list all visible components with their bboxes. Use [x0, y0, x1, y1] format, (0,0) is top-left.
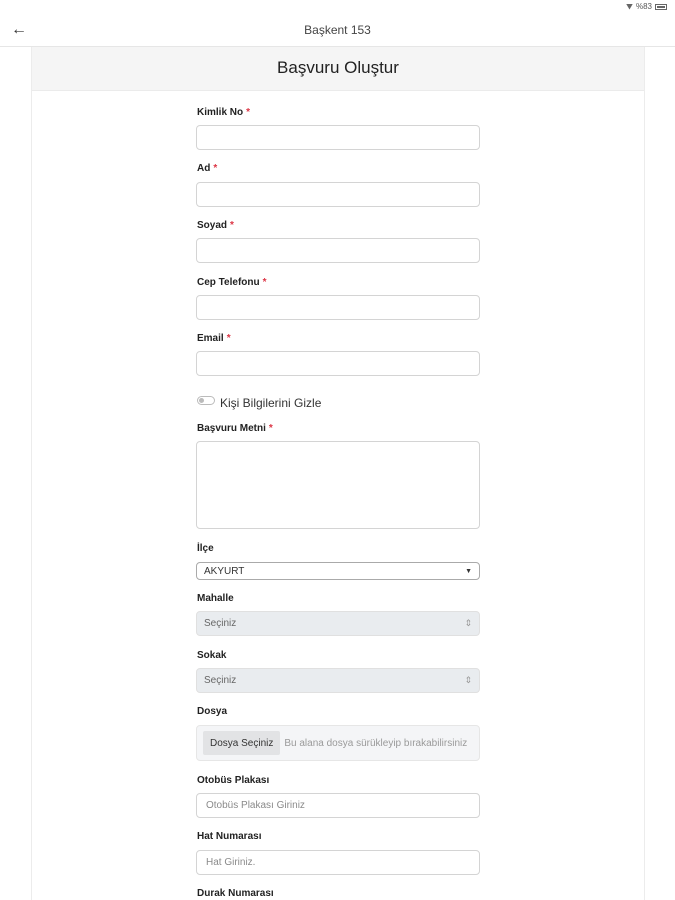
required-mark: * [246, 107, 251, 118]
mahalle-select[interactable] [196, 611, 480, 636]
battery-percentage: %83 [635, 2, 652, 11]
caret-down-icon: ▼ [465, 567, 472, 575]
sokak-selected-value: Seçiniz [204, 675, 237, 686]
arrow-left-icon: ← [11, 21, 27, 38]
status-bar [0, 0, 675, 14]
mahalle-label: Mahalle [197, 593, 234, 604]
app-bar [0, 14, 675, 47]
required-mark: * [230, 220, 234, 231]
ad-label: Ad * [197, 163, 218, 174]
email-input[interactable] [196, 351, 480, 376]
hide-info-toggle[interactable] [197, 396, 215, 405]
cep-telefonu-label: Cep Telefonu * [197, 277, 267, 288]
status-icons [626, 2, 667, 11]
hat-numarasi-label: Hat Numarası [197, 831, 262, 842]
wifi-icon [626, 4, 633, 10]
email-label: Email * [197, 333, 231, 344]
toggle-knob [199, 398, 204, 403]
soyad-input[interactable] [196, 238, 480, 263]
ilce-select[interactable] [196, 562, 480, 580]
form-title: Başvuru Oluştur [277, 58, 399, 77]
otobus-plakasi-label: Otobüs Plakası [197, 775, 270, 786]
hide-info-label: Kişi Bilgilerini Gizle [220, 396, 322, 410]
otobus-plakasi-input[interactable] [196, 793, 480, 818]
battery-icon [655, 4, 667, 10]
soyad-label: Soyad * [197, 220, 234, 231]
ilce-selected-value: AKYURT [204, 565, 245, 577]
required-mark: * [262, 277, 267, 288]
form-header [32, 47, 644, 91]
required-mark: * [213, 163, 218, 174]
updown-chevron-icon: ⇕ [464, 675, 472, 685]
kimlik-no-label: Kimlik No * [197, 107, 251, 118]
app-title: Başkent 153 [304, 23, 371, 37]
basvuru-metni-textarea[interactable] [196, 441, 480, 529]
kimlik-no-input[interactable] [196, 125, 480, 150]
basvuru-metni-label: Başvuru Metni * [197, 423, 273, 434]
cep-telefonu-input[interactable] [196, 295, 480, 320]
ad-input[interactable] [196, 182, 480, 207]
updown-chevron-icon: ⇕ [464, 618, 472, 628]
file-dropzone[interactable] [196, 725, 480, 761]
ilce-label: İlçe [197, 543, 214, 554]
file-drop-hint: Bu alana dosya sürükleyip bırakabilirsiniz [284, 737, 468, 749]
dosya-label: Dosya [197, 706, 228, 717]
hat-numarasi-input[interactable] [196, 850, 480, 875]
mahalle-selected-value: Seçiniz [204, 618, 237, 629]
sokak-select[interactable] [196, 668, 480, 693]
durak-numarasi-label: Durak Numarası [197, 888, 274, 899]
sokak-label: Sokak [197, 650, 227, 661]
required-mark: * [268, 423, 273, 434]
choose-file-button[interactable]: Dosya Seçiniz [203, 731, 280, 755]
required-mark: * [226, 333, 231, 344]
